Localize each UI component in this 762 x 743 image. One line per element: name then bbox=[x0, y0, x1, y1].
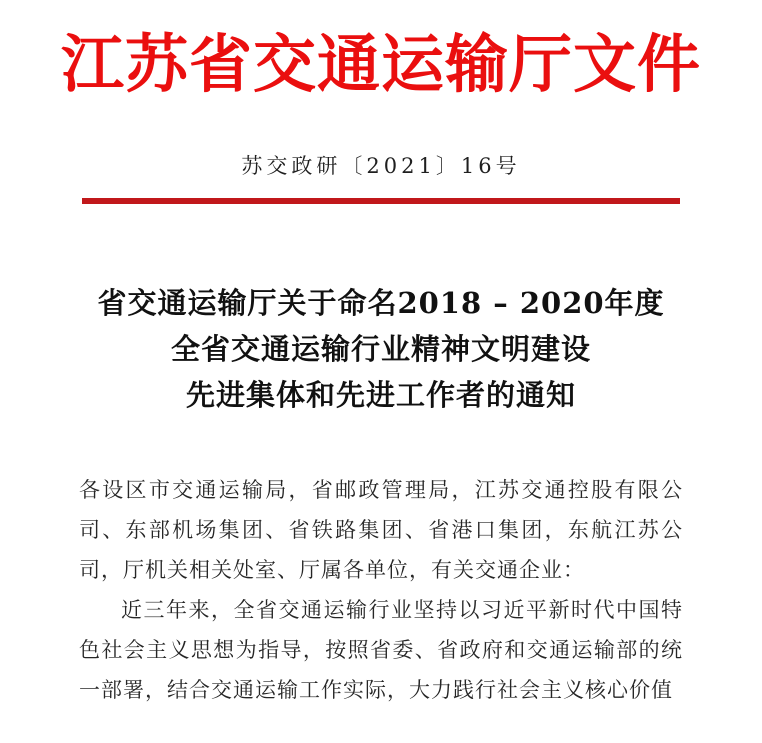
document-body bbox=[79, 470, 683, 710]
document-number: 苏交政研〔2021〕16号 bbox=[241, 154, 521, 178]
document-title-line-3: 先进集体和先进工作者的通知 bbox=[185, 378, 576, 412]
red-divider-line bbox=[82, 198, 680, 204]
document-title-line-1: 省交通运输厅关于命名2018 – 2020年度 bbox=[97, 286, 665, 320]
recipients-paragraph: 各设区市交通运输局，省邮政管理局，江苏交通控股有限公司、东部机场集团、省铁路集团、省港口集团，东航江苏公司，厅机关相关处室、厅属各单位，有关交通企业： bbox=[79, 478, 683, 582]
document-title-line-2: 全省交通运输行业精神文明建设 bbox=[170, 332, 591, 366]
red-letterhead-title: 江苏省交通运输厅文件 bbox=[61, 27, 701, 101]
document-title bbox=[0, 280, 762, 418]
body-paragraph: 近三年来，全省交通运输行业坚持以习近平新时代中国特色社会主义思想为指导，按照省委、省政府和交通运输部的统一部署，结合交通运输工作实际，大力践行社会主义核心价值 bbox=[79, 598, 683, 702]
